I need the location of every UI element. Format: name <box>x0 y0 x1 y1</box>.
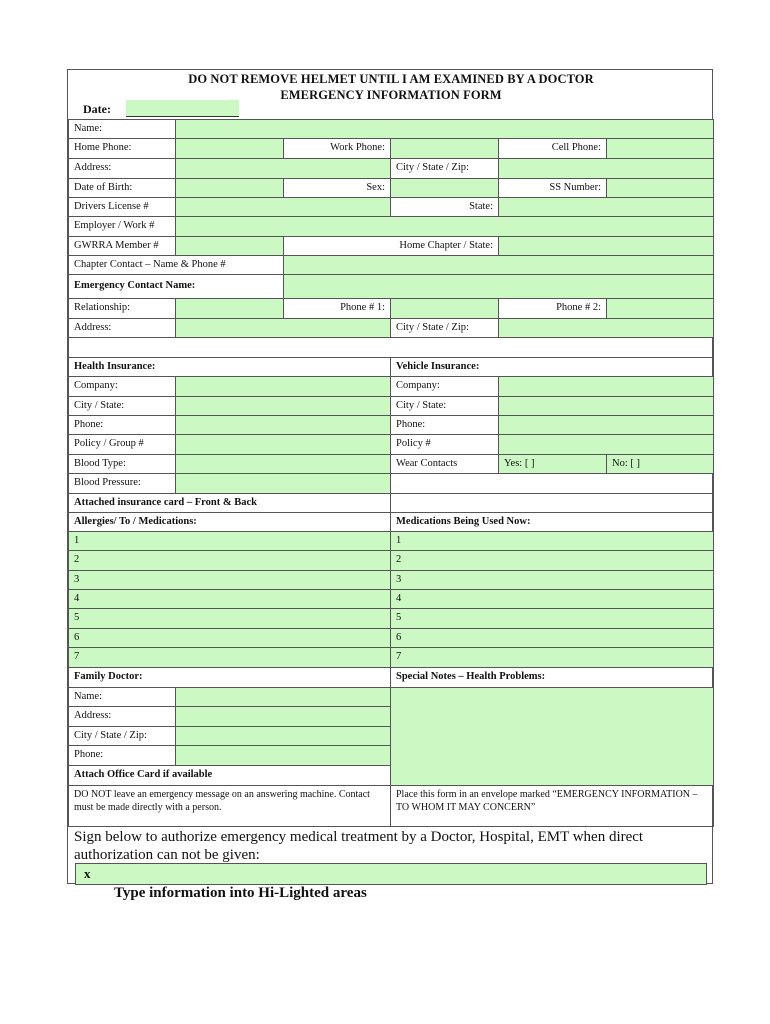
cell-phone-label: Cell Phone: <box>498 138 607 159</box>
wear-contacts-no[interactable]: No: [ ] <box>606 454 714 474</box>
emergency-address-field[interactable] <box>175 318 391 338</box>
emergency-address-label: Address: <box>68 318 176 338</box>
name-label: Name: <box>68 119 176 139</box>
address-label: Address: <box>68 158 176 179</box>
envelope-note: Place this form in an envelope marked “EMERGENCY INFORMATION – TO WHOM IT MAY CONCERN” <box>390 785 714 827</box>
medications-heading: Medications Being Used Now: <box>390 512 714 532</box>
ss-number-label: SS Number: <box>498 178 607 198</box>
medication-row-2[interactable]: 2 <box>390 550 714 571</box>
medication-row-1[interactable]: 1 <box>390 531 714 551</box>
emergency-information-form <box>67 69 713 884</box>
allergies-heading: Allergies/ To / Medications: <box>68 512 391 532</box>
authorization-statement: Sign below to authorize emergency medical treatment by a Doctor, Hospital, EMT when direct authorization can not be given: <box>74 829 644 863</box>
medication-row-3[interactable]: 3 <box>390 570 714 590</box>
phone1-field[interactable] <box>390 298 499 319</box>
blank-cell <box>390 473 714 494</box>
allergy-row-5[interactable]: 5 <box>68 608 391 629</box>
emergency-contact-name-label: Emergency Contact Name: <box>68 274 284 299</box>
form-title: EMERGENCY INFORMATION FORM <box>280 88 502 102</box>
footer-instruction: Type information into Hi-Lighted areas <box>114 885 367 901</box>
home-phone-label: Home Phone: <box>68 138 176 159</box>
doctor-address-field[interactable] <box>175 706 391 727</box>
phone1-label: Phone # 1: <box>283 298 391 319</box>
allergy-row-1[interactable]: 1 <box>68 531 391 551</box>
family-doctor-heading: Family Doctor: <box>68 667 391 688</box>
allergy-row-6[interactable]: 6 <box>68 628 391 648</box>
gwrra-member-field[interactable] <box>175 236 284 256</box>
city-state-zip-field[interactable] <box>498 158 714 179</box>
work-phone-field[interactable] <box>390 138 499 159</box>
vehicle-company-label: Company: <box>390 376 499 397</box>
health-phone-label: Phone: <box>68 415 176 435</box>
doctor-phone-field[interactable] <box>175 745 391 766</box>
attached-insurance-card-note: Attached insurance card – Front & Back <box>68 493 391 513</box>
employer-field[interactable] <box>175 216 714 237</box>
special-notes-heading: Special Notes – Health Problems: <box>390 667 714 688</box>
drivers-license-field[interactable] <box>175 197 391 217</box>
health-city-state-label: City / State: <box>68 396 176 416</box>
chapter-contact-label: Chapter Contact – Name & Phone # <box>68 255 284 275</box>
allergy-row-2[interactable]: 2 <box>68 550 391 571</box>
blood-type-label: Blood Type: <box>68 454 176 474</box>
medication-row-4[interactable]: 4 <box>390 589 714 609</box>
work-phone-label: Work Phone: <box>283 138 391 159</box>
dob-field[interactable] <box>175 178 284 198</box>
allergy-row-3[interactable]: 3 <box>68 570 391 590</box>
chapter-contact-field[interactable] <box>283 255 714 275</box>
doctor-city-state-zip-field[interactable] <box>175 726 391 746</box>
state-label: State: <box>390 197 499 217</box>
emergency-contact-name-field[interactable] <box>283 274 714 299</box>
attach-office-card-note: Attach Office Card if available <box>68 765 391 786</box>
emergency-city-state-zip-field[interactable] <box>498 318 714 338</box>
sex-label: Sex: <box>283 178 391 198</box>
emergency-city-state-zip-label: City / State / Zip: <box>390 318 499 338</box>
phone2-field[interactable] <box>606 298 714 319</box>
relationship-field[interactable] <box>175 298 284 319</box>
health-phone-field[interactable] <box>175 415 391 435</box>
policy-group-label: Policy / Group # <box>68 434 176 455</box>
name-field[interactable] <box>175 119 714 139</box>
state-field[interactable] <box>498 197 714 217</box>
policy-group-field[interactable] <box>175 434 391 455</box>
relationship-label: Relationship: <box>68 298 176 319</box>
blank-cell <box>390 493 714 513</box>
vehicle-company-field[interactable] <box>498 376 714 397</box>
blood-type-field[interactable] <box>175 454 391 474</box>
blood-pressure-field[interactable] <box>175 473 391 494</box>
helmet-warning-title: DO NOT REMOVE HELMET UNTIL I AM EXAMINED BY A DOCTOR <box>188 72 594 86</box>
vehicle-insurance-heading: Vehicle Insurance: <box>390 357 714 377</box>
vehicle-phone-field[interactable] <box>498 415 714 435</box>
health-company-label: Company: <box>68 376 176 397</box>
address-field[interactable] <box>175 158 391 179</box>
vehicle-policy-label: Policy # <box>390 434 499 455</box>
spacer-row <box>68 337 714 358</box>
signature-field[interactable]: x <box>75 863 707 885</box>
date-field[interactable] <box>126 100 239 117</box>
wear-contacts-label: Wear Contacts <box>390 454 499 474</box>
medication-row-7[interactable]: 7 <box>390 647 714 668</box>
allergy-row-7[interactable]: 7 <box>68 647 391 668</box>
blood-pressure-label: Blood Pressure: <box>68 473 176 494</box>
vehicle-city-state-field[interactable] <box>498 396 714 416</box>
doctor-name-label: Name: <box>68 687 176 707</box>
health-city-state-field[interactable] <box>175 396 391 416</box>
vehicle-city-state-label: City / State: <box>390 396 499 416</box>
sex-field[interactable] <box>390 178 499 198</box>
health-company-field[interactable] <box>175 376 391 397</box>
ss-number-field[interactable] <box>606 178 714 198</box>
wear-contacts-yes[interactable]: Yes: [ ] <box>498 454 607 474</box>
home-chapter-field[interactable] <box>498 236 714 256</box>
vehicle-policy-field[interactable] <box>498 434 714 455</box>
city-state-zip-label: City / State / Zip: <box>390 158 499 179</box>
gwrra-member-label: GWRRA Member # <box>68 236 176 256</box>
medication-row-5[interactable]: 5 <box>390 608 714 629</box>
employer-label: Employer / Work # <box>68 216 176 237</box>
health-insurance-heading: Health Insurance: <box>68 357 391 377</box>
doctor-city-state-zip-label: City / State / Zip: <box>68 726 176 746</box>
answering-machine-note: DO NOT leave an emergency message on an answering machine. Contact must be made directly with a person. <box>68 785 391 827</box>
phone2-label: Phone # 2: <box>498 298 607 319</box>
allergy-row-4[interactable]: 4 <box>68 589 391 609</box>
date-label: Date: <box>83 102 111 116</box>
home-chapter-label: Home Chapter / State: <box>283 236 499 256</box>
doctor-address-label: Address: <box>68 706 176 727</box>
medication-row-6[interactable]: 6 <box>390 628 714 648</box>
doctor-name-field[interactable] <box>175 687 391 707</box>
special-notes-field[interactable] <box>390 687 714 786</box>
cell-phone-field[interactable] <box>606 138 714 159</box>
dob-label: Date of Birth: <box>68 178 176 198</box>
vehicle-phone-label: Phone: <box>390 415 499 435</box>
doctor-phone-label: Phone: <box>68 745 176 766</box>
home-phone-field[interactable] <box>175 138 284 159</box>
drivers-license-label: Drivers License # <box>68 197 176 217</box>
